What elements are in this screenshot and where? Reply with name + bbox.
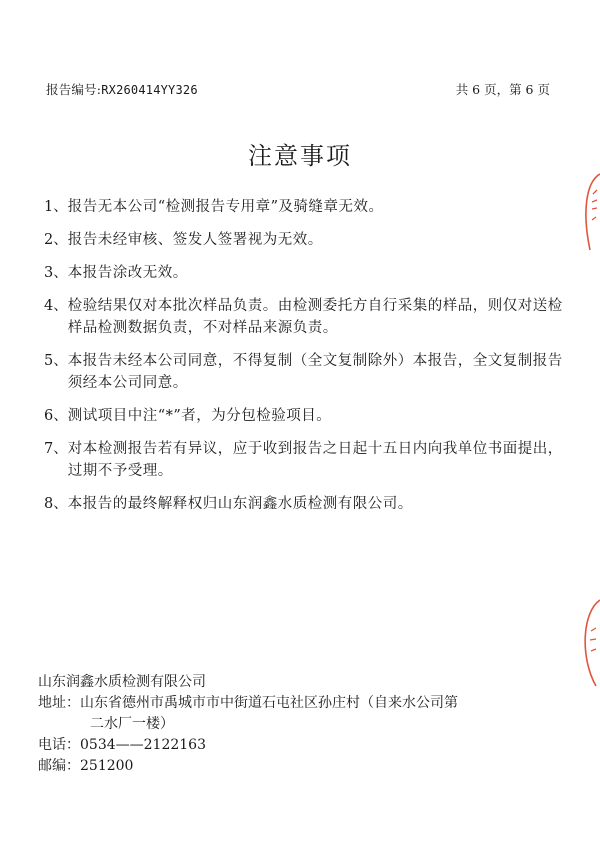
note-text: 报告无本公司“检测报告专用章”及骑缝章无效。 [67,199,384,215]
phone-number: 0534——2122163 [80,737,206,753]
note-item [44,350,564,394]
note-item [44,229,564,251]
address-row [38,693,558,714]
note-item [44,295,564,339]
report-number-label: 报告编号: [46,82,102,97]
seal-fragment-bottom [572,598,600,688]
note-item [44,196,564,218]
company-name: 山东润鑫水质检测有限公司 [38,674,206,690]
note-item [44,493,564,515]
page-indicator: 共 6 页，第 6 页 [455,82,550,97]
note-index: 3、 [44,265,68,281]
note-index: 2、 [44,232,68,248]
postcode-row [38,756,558,777]
address-label: 地址： [38,695,80,711]
note-index: 4、 [44,298,68,314]
address-line-2: 二水厂一楼） [90,716,174,732]
note-text: 本报告涂改无效。 [67,265,188,281]
postcode-value: 251200 [80,758,134,774]
note-index: 5、 [44,353,68,369]
report-number-value: RX260414YY326 [101,83,198,97]
report-number [46,80,198,98]
note-text: 测试项目中注“*”者，为分包检验项目。 [67,408,332,424]
seal-fragment-top [572,172,600,252]
note-index: 1、 [44,199,68,215]
note-item [44,438,564,482]
note-index: 7、 [44,441,68,457]
company-contact [38,672,558,777]
note-text: 本报告未经本公司同意，不得复制（全文复制除外）本报告，全文复制报告须经本公司同意。 [67,353,563,391]
note-text: 本报告的最终解释权归山东润鑫水质检测有限公司。 [67,496,413,512]
note-item [44,405,564,427]
note-item [44,262,564,284]
page-title: 注意事项 [248,142,352,170]
note-index: 8、 [44,496,68,512]
notes-list [44,196,564,526]
phone-label: 电话： [38,737,80,753]
address-line-1: 山东省德州市禹城市市中街道石屯社区孙庄村（自来水公司第 [80,695,458,711]
note-text: 报告未经审核、签发人签署视为无效。 [67,232,323,248]
phone-row [38,735,558,756]
postcode-label: 邮编： [38,758,80,774]
note-index: 6、 [44,408,68,424]
note-text: 对本检测报告若有异议，应于收到报告之日起十五日内向我单位书面提出，过期不予受理。 [67,441,563,479]
note-text: 检验结果仅对本批次样品负责。由检测委托方自行采集的样品，则仅对送检样品检测数据负责，不对样品来源负责。 [67,298,563,336]
